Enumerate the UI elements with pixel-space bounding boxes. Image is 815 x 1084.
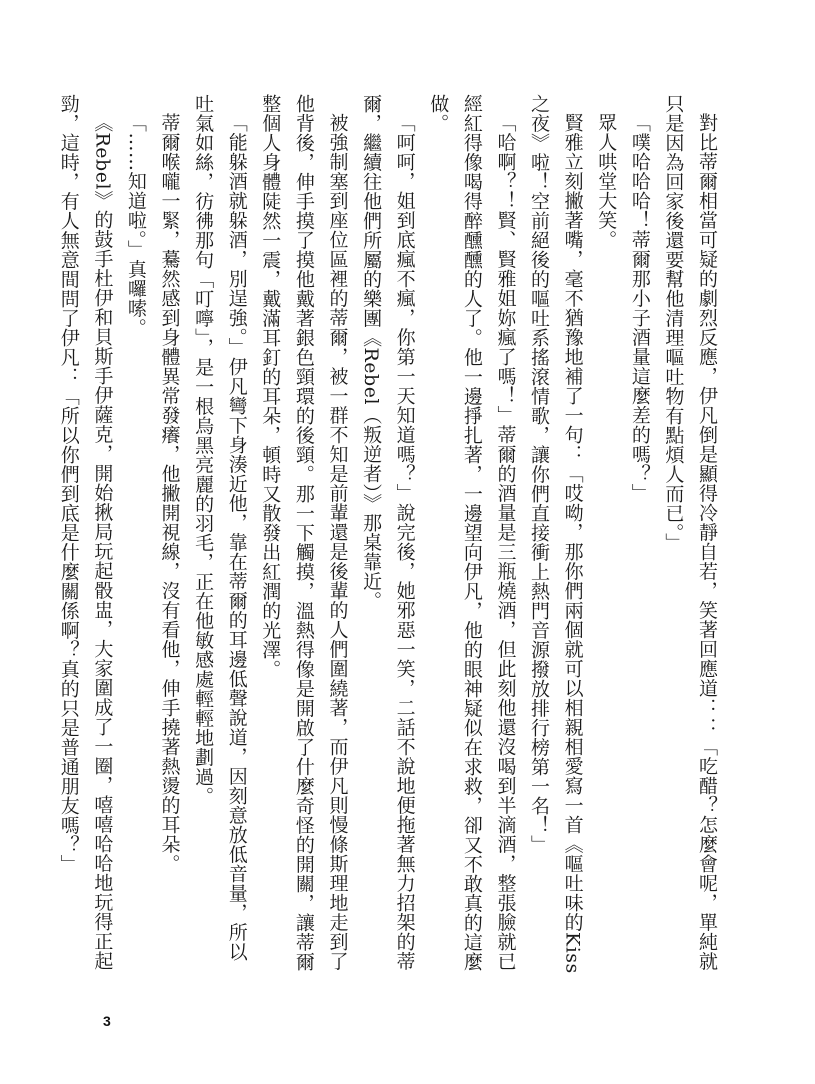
paragraph-8: 「能躲酒就躲酒，別逞強。」伊凡彎下身湊近他，靠在蒂爾的耳邊低聲說道，因刻意放低音量，所以吐氣如絲，彷彿那句「叮嚀」，是一根烏黑亮麗的羽毛，正在他敏感處輕輕地劃過。 bbox=[192, 94, 248, 962]
paragraph-5: 「哈啊？！賢、賢雅姐妳瘋了嗎！」蒂爾的酒量是三瓶燒酒，但此刻他還沒喝到半滴酒，整張臉就已經紅得像喝得醉醺醺的人了。他一邊掙扎著，一邊望向伊凡，他的眼神疑似在求救，卻又不敢真的這麼做。 bbox=[427, 94, 517, 972]
paragraph-4: 賢雅立刻撇著嘴，毫不猶豫地補了一句：「哎呦，那你們兩個就可以相親相愛寫一首《嘔吐味的Kiss之夜》啦！空前絕後的嘔吐系搖滾情歌，讓你們直接衝上熱門音源撥放排行榜第一名！」 bbox=[528, 94, 584, 974]
paragraph-7: 被強制塞到座位區裡的蒂爾，被一群不知是前輩還是後輩的人們圍繞著，而伊凡則慢條斯理地走到了他背後，伸手摸了摸他戴著銀色頸環的後頸。那一下觸摸，溫熱得像是開啟了什麼奇怪的開關，讓蒂爾整個人身體陡然一震，戴滿耳釘的耳朵，頓時又散發出紅潤的光澤。 bbox=[259, 94, 349, 972]
vertical-text-block bbox=[57, 94, 723, 974]
paragraph-6: 「呵呵，姐到底瘋不瘋，你第一天知道嗎？」說完後，她邪惡一笑，二話不說地便拖著無力招架的蒂爾，繼續往他們所屬的樂團《Rebel（叛逆者）》那桌靠近。 bbox=[360, 94, 416, 971]
paragraph-1: 對比蒂爾相當可疑的劇烈反應，伊凡倒是顯得冷靜自若，笑著回應道：：「吃醋？怎麼會呢，單純就只是因為回家後還要幫他清理嘔吐物有點煩人而已。」 bbox=[662, 94, 718, 971]
paragraph-9: 蒂爾喉嚨一緊，驀然感到身體異常發癢，他撇開視線，沒有看他，伸手撓著熱燙的耳朵。 bbox=[158, 113, 181, 874]
paragraph-2: 「噗哈哈哈！蒂爾那小子酒量這麼差的嗎？」 bbox=[628, 113, 651, 503]
paragraph-10: 「……知道啦。」真囉嗦。 bbox=[124, 113, 147, 338]
paragraph-3: 眾人哄堂大笑。 bbox=[595, 113, 618, 250]
page-number: 3 bbox=[103, 1013, 111, 1029]
paragraph-11: 《Rebel》的鼓手杜伊和貝斯手伊薩克，開始揪局玩起骰盅，大家圍成了一圈，嘻嘻哈哈地玩得正起勁，這時，有人無意間問了伊凡：「所以你們到底是什麼關係啊？真的只是普通朋友嗎？」 bbox=[57, 94, 114, 971]
